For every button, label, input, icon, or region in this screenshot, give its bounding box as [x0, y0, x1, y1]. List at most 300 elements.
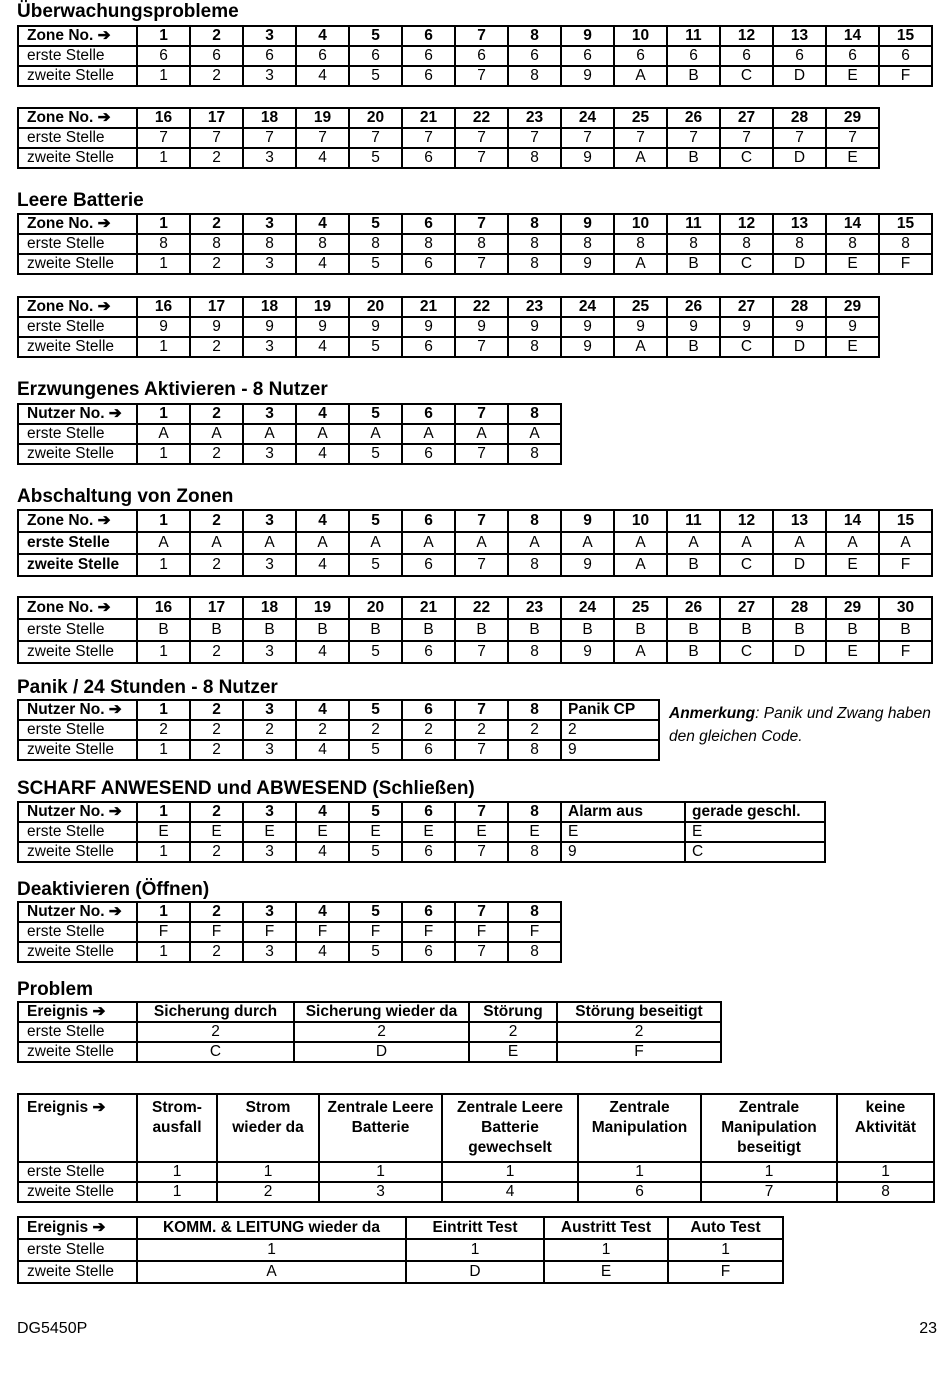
- first-digit-cell: A: [137, 424, 190, 444]
- first-digit-cell: 7: [243, 128, 296, 148]
- first-digit-cell: B: [296, 619, 349, 641]
- first-digit-cell: F: [190, 922, 243, 942]
- first-digit-cell: B: [826, 619, 879, 641]
- column-header: 8: [508, 510, 561, 532]
- second-digit-cell: C: [720, 66, 773, 86]
- second-digit-cell: 5: [349, 337, 402, 357]
- column-header: 3: [243, 902, 296, 922]
- first-digit-cell: A: [826, 532, 879, 554]
- second-digit-cell: F: [879, 554, 932, 576]
- first-digit-cell: 6: [667, 46, 720, 66]
- second-digit-cell: 3: [243, 740, 296, 760]
- first-digit-cell: F: [455, 922, 508, 942]
- panic-note: Anmerkung: Panik und Zwang haben den gleichen Code.: [669, 705, 931, 745]
- column-header: 28: [773, 597, 826, 619]
- column-header: 6: [402, 510, 455, 532]
- row-label-second: zweite Stelle: [18, 1042, 137, 1062]
- row-label-first: erste Stelle: [18, 619, 137, 641]
- column-header: 16: [137, 297, 190, 317]
- first-digit-cell: A: [879, 532, 932, 554]
- column-header: 8: [508, 404, 561, 424]
- second-digit-cell: 7: [455, 842, 508, 862]
- first-digit-cell: 6: [296, 46, 349, 66]
- table-header-label: Zone No. ➔: [18, 597, 137, 619]
- second-digit-cell: E: [826, 641, 879, 663]
- first-digit-cell: 2: [469, 1022, 557, 1042]
- column-header: 17: [190, 597, 243, 619]
- second-digit-cell: 9: [561, 641, 614, 663]
- first-digit-cell: 8: [879, 234, 932, 254]
- column-header: Zentrale Leere Batterie: [319, 1094, 442, 1162]
- second-digit-cell: 5: [349, 444, 402, 464]
- second-digit-cell: 8: [508, 66, 561, 86]
- first-digit-cell: 6: [508, 46, 561, 66]
- second-digit-cell: A: [137, 1261, 406, 1283]
- second-digit-cell: 3: [243, 554, 296, 576]
- table-header-label: Zone No. ➔: [18, 26, 137, 46]
- first-digit-cell: 9: [190, 317, 243, 337]
- supervision-table-2: [17, 107, 880, 169]
- first-digit-cell: 9: [402, 317, 455, 337]
- column-header: 25: [614, 297, 667, 317]
- first-digit-cell: A: [349, 532, 402, 554]
- first-digit-cell: 7: [455, 128, 508, 148]
- column-header: 1: [137, 404, 190, 424]
- second-digit-cell: 7: [701, 1182, 837, 1202]
- first-digit-cell: B: [720, 619, 773, 641]
- first-digit-cell: A: [455, 424, 508, 444]
- second-digit-cell: 1: [137, 842, 190, 862]
- column-header: 18: [243, 297, 296, 317]
- first-digit-cell: F: [508, 922, 561, 942]
- second-digit-cell: 4: [296, 554, 349, 576]
- second-digit-cell: 8: [508, 641, 561, 663]
- row-label-first: erste Stelle: [18, 1162, 137, 1182]
- second-digit-cell: 7: [455, 337, 508, 357]
- second-digit-cell: D: [773, 66, 826, 86]
- column-header: 7: [455, 214, 508, 234]
- column-header: 27: [720, 297, 773, 317]
- problem-table: [17, 1001, 722, 1063]
- first-digit-cell: 8: [561, 234, 614, 254]
- column-header: 15: [879, 214, 932, 234]
- column-header: 16: [137, 108, 190, 128]
- row-label-first: erste Stelle: [18, 1239, 137, 1261]
- column-header: 23: [508, 297, 561, 317]
- first-digit-cell: 8: [826, 234, 879, 254]
- second-digit-cell: 6: [402, 254, 455, 274]
- first-digit-cell: 1: [137, 1162, 217, 1182]
- column-header: 30: [879, 597, 932, 619]
- column-header: 22: [455, 297, 508, 317]
- column-header: 23: [508, 108, 561, 128]
- column-header: 16: [137, 597, 190, 619]
- first-digit-cell: 8: [720, 234, 773, 254]
- column-header: 19: [296, 297, 349, 317]
- second-digit-cell: 8: [508, 337, 561, 357]
- column-header: 5: [349, 700, 402, 720]
- second-digit-cell: C: [720, 641, 773, 663]
- row-label-second: zweite Stelle: [18, 1261, 137, 1283]
- second-digit-cell: 2: [190, 337, 243, 357]
- section-title-bypass: Abschaltung von Zonen: [17, 486, 234, 507]
- second-digit-cell: E: [544, 1261, 668, 1283]
- row-label-second: zweite Stelle: [18, 444, 137, 464]
- column-header: 9: [561, 214, 614, 234]
- first-digit-cell: 1: [701, 1162, 837, 1182]
- column-header: 3: [243, 214, 296, 234]
- column-header: 4: [296, 802, 349, 822]
- column-header: 14: [826, 510, 879, 532]
- column-header: 24: [561, 108, 614, 128]
- second-digit-cell: 4: [296, 148, 349, 168]
- first-digit-cell: 7: [667, 128, 720, 148]
- low-battery-table-1: [17, 213, 933, 275]
- row-label-first: erste Stelle: [18, 128, 137, 148]
- first-digit-cell: A: [190, 424, 243, 444]
- row-label-second: zweite Stelle: [18, 842, 137, 862]
- first-digit-cell: E: [508, 822, 561, 842]
- first-digit-cell: F: [243, 922, 296, 942]
- second-digit-cell: 7: [455, 66, 508, 86]
- first-digit-cell: 8: [296, 234, 349, 254]
- table-header-label: Zone No. ➔: [18, 510, 137, 532]
- column-header: 24: [561, 597, 614, 619]
- first-digit-cell: 9: [349, 317, 402, 337]
- second-digit-cell: 8: [508, 254, 561, 274]
- first-digit-cell: A: [455, 532, 508, 554]
- second-digit-cell: C: [720, 554, 773, 576]
- first-digit-cell: E: [137, 822, 190, 842]
- first-digit-cell: A: [137, 532, 190, 554]
- table-header-label: Nutzer No. ➔: [18, 802, 137, 822]
- bypass-table-1: [17, 509, 933, 577]
- extra-second-cell: C: [685, 842, 825, 862]
- column-header: 2: [190, 700, 243, 720]
- section-title-forced-arming: Erzwungenes Aktivieren - 8 Nutzer: [17, 379, 328, 400]
- second-digit-cell: 7: [455, 554, 508, 576]
- column-header: Störung: [469, 1002, 557, 1022]
- second-digit-cell: D: [773, 337, 826, 357]
- row-label-first: erste Stelle: [18, 424, 137, 444]
- first-digit-cell: 8: [137, 234, 190, 254]
- supervision-table-1: [17, 25, 933, 87]
- second-digit-cell: 1: [137, 942, 190, 962]
- second-digit-cell: 7: [455, 444, 508, 464]
- first-digit-cell: 6: [720, 46, 773, 66]
- second-digit-cell: 7: [455, 942, 508, 962]
- column-header: 4: [296, 214, 349, 234]
- first-digit-cell: A: [508, 532, 561, 554]
- second-digit-cell: 5: [349, 66, 402, 86]
- second-digit-cell: 3: [243, 337, 296, 357]
- column-header: 2: [190, 214, 243, 234]
- first-digit-cell: 6: [614, 46, 667, 66]
- second-digit-cell: B: [667, 66, 720, 86]
- first-digit-cell: A: [561, 532, 614, 554]
- column-header: 4: [296, 404, 349, 424]
- row-label-second: zweite Stelle: [18, 554, 137, 576]
- second-digit-cell: 6: [402, 337, 455, 357]
- second-digit-cell: 3: [319, 1182, 442, 1202]
- first-digit-cell: 9: [137, 317, 190, 337]
- extra-first-cell: E: [561, 822, 685, 842]
- second-digit-cell: 8: [508, 554, 561, 576]
- first-digit-cell: B: [190, 619, 243, 641]
- first-digit-cell: 7: [137, 128, 190, 148]
- column-header: 11: [667, 26, 720, 46]
- first-digit-cell: A: [614, 532, 667, 554]
- row-label-first: erste Stelle: [18, 46, 137, 66]
- second-digit-cell: F: [557, 1042, 721, 1062]
- column-header: 1: [137, 802, 190, 822]
- second-digit-cell: 4: [296, 337, 349, 357]
- second-digit-cell: A: [614, 254, 667, 274]
- column-header: 7: [455, 26, 508, 46]
- column-header-extra: gerade geschl.: [685, 802, 825, 822]
- second-digit-cell: B: [667, 254, 720, 274]
- first-digit-cell: 2: [557, 1022, 721, 1042]
- column-header: 19: [296, 597, 349, 619]
- second-digit-cell: 6: [402, 66, 455, 86]
- first-digit-cell: 8: [402, 234, 455, 254]
- first-digit-cell: 2: [349, 720, 402, 740]
- column-header: 29: [826, 108, 879, 128]
- column-header: 2: [190, 510, 243, 532]
- column-header: 5: [349, 214, 402, 234]
- first-digit-cell: F: [296, 922, 349, 942]
- column-header: 7: [455, 802, 508, 822]
- panic-cp-second: 9: [561, 740, 659, 760]
- bypass-table-2: [17, 596, 933, 664]
- column-header: 24: [561, 297, 614, 317]
- second-digit-cell: F: [879, 66, 932, 86]
- column-header: 8: [508, 26, 561, 46]
- document-code: DG5450P: [17, 1320, 88, 1337]
- row-label-first: erste Stelle: [18, 234, 137, 254]
- row-label-second: zweite Stelle: [18, 740, 137, 760]
- column-header: 22: [455, 597, 508, 619]
- column-header: 8: [508, 802, 561, 822]
- column-header: 13: [773, 26, 826, 46]
- first-digit-cell: 2: [402, 720, 455, 740]
- second-digit-cell: 3: [243, 842, 296, 862]
- row-label-first: erste Stelle: [18, 822, 137, 842]
- first-digit-cell: B: [243, 619, 296, 641]
- first-digit-cell: 2: [508, 720, 561, 740]
- column-header: 20: [349, 297, 402, 317]
- first-digit-cell: A: [296, 424, 349, 444]
- first-digit-cell: 1: [837, 1162, 934, 1182]
- column-header: 5: [349, 510, 402, 532]
- first-digit-cell: B: [508, 619, 561, 641]
- first-digit-cell: 1: [544, 1239, 668, 1261]
- first-digit-cell: A: [720, 532, 773, 554]
- column-header: 1: [137, 214, 190, 234]
- second-digit-cell: F: [879, 641, 932, 663]
- first-digit-cell: 1: [668, 1239, 783, 1261]
- column-header: 20: [349, 108, 402, 128]
- second-digit-cell: F: [668, 1261, 783, 1283]
- column-header: 5: [349, 404, 402, 424]
- first-digit-cell: B: [137, 619, 190, 641]
- column-header: 11: [667, 510, 720, 532]
- first-digit-cell: A: [773, 532, 826, 554]
- table-header-label: Ereignis ➔: [18, 1217, 137, 1239]
- second-digit-cell: 5: [349, 942, 402, 962]
- first-digit-cell: 9: [296, 317, 349, 337]
- first-digit-cell: 8: [614, 234, 667, 254]
- row-label-second: zweite Stelle: [18, 641, 137, 663]
- second-digit-cell: 8: [508, 444, 561, 464]
- column-header: 25: [614, 108, 667, 128]
- second-digit-cell: 9: [561, 148, 614, 168]
- column-header: 7: [455, 404, 508, 424]
- first-digit-cell: 8: [773, 234, 826, 254]
- first-digit-cell: E: [455, 822, 508, 842]
- table-header-label: Zone No. ➔: [18, 214, 137, 234]
- second-digit-cell: E: [469, 1042, 557, 1062]
- second-digit-cell: 7: [455, 254, 508, 274]
- first-digit-cell: A: [243, 532, 296, 554]
- column-header: 3: [243, 802, 296, 822]
- first-digit-cell: B: [667, 619, 720, 641]
- column-header: 1: [137, 700, 190, 720]
- second-digit-cell: 3: [243, 148, 296, 168]
- column-header: 3: [243, 510, 296, 532]
- column-header: 12: [720, 214, 773, 234]
- second-digit-cell: 1: [137, 554, 190, 576]
- column-header: 15: [879, 510, 932, 532]
- column-header: 12: [720, 510, 773, 532]
- second-digit-cell: 8: [508, 148, 561, 168]
- first-digit-cell: 1: [442, 1162, 578, 1182]
- row-label-first: erste Stelle: [18, 317, 137, 337]
- column-header: 4: [296, 510, 349, 532]
- second-digit-cell: 6: [402, 842, 455, 862]
- column-header: 9: [561, 26, 614, 46]
- column-header: 10: [614, 26, 667, 46]
- first-digit-cell: B: [455, 619, 508, 641]
- second-digit-cell: 7: [455, 641, 508, 663]
- section-title-low-battery: Leere Batterie: [17, 190, 144, 211]
- second-digit-cell: 2: [190, 254, 243, 274]
- second-digit-cell: 6: [402, 740, 455, 760]
- table-header-label: Zone No. ➔: [18, 297, 137, 317]
- first-digit-cell: A: [190, 532, 243, 554]
- first-digit-cell: 7: [402, 128, 455, 148]
- column-header: 1: [137, 26, 190, 46]
- column-header: Zentrale Manipulation beseitigt: [701, 1094, 837, 1162]
- panic-table: [17, 699, 660, 761]
- first-digit-cell: 2: [190, 720, 243, 740]
- first-digit-cell: F: [349, 922, 402, 942]
- row-label-second: zweite Stelle: [18, 148, 137, 168]
- first-digit-cell: E: [402, 822, 455, 842]
- column-header-panic-cp: Panik CP: [561, 700, 659, 720]
- column-header: 4: [296, 700, 349, 720]
- second-digit-cell: 4: [296, 66, 349, 86]
- first-digit-cell: E: [243, 822, 296, 842]
- column-header: 28: [773, 108, 826, 128]
- first-digit-cell: 1: [137, 1239, 406, 1261]
- first-digit-cell: 7: [508, 128, 561, 148]
- low-battery-table-2: [17, 296, 880, 358]
- first-digit-cell: B: [561, 619, 614, 641]
- second-digit-cell: 4: [296, 740, 349, 760]
- page-number: 23: [919, 1320, 937, 1337]
- second-digit-cell: C: [137, 1042, 294, 1062]
- column-header: 29: [826, 297, 879, 317]
- second-digit-cell: 2: [190, 842, 243, 862]
- second-digit-cell: 7: [455, 740, 508, 760]
- second-digit-cell: E: [826, 66, 879, 86]
- extra-second-cell: 9: [561, 842, 685, 862]
- first-digit-cell: 1: [406, 1239, 544, 1261]
- second-digit-cell: 3: [243, 254, 296, 274]
- first-digit-cell: B: [773, 619, 826, 641]
- first-digit-cell: F: [402, 922, 455, 942]
- column-header: 27: [720, 597, 773, 619]
- column-header: 2: [190, 26, 243, 46]
- first-digit-cell: 7: [349, 128, 402, 148]
- table-header-label: Zone No. ➔: [18, 108, 137, 128]
- first-digit-cell: 6: [190, 46, 243, 66]
- second-digit-cell: 8: [508, 740, 561, 760]
- first-digit-cell: 7: [773, 128, 826, 148]
- first-digit-cell: 8: [455, 234, 508, 254]
- second-digit-cell: 4: [296, 842, 349, 862]
- column-header: 23: [508, 597, 561, 619]
- first-digit-cell: 8: [667, 234, 720, 254]
- second-digit-cell: D: [406, 1261, 544, 1283]
- second-digit-cell: 8: [508, 942, 561, 962]
- first-digit-cell: 2: [137, 720, 190, 740]
- row-label-first: erste Stelle: [18, 720, 137, 740]
- column-header: 8: [508, 700, 561, 720]
- row-label-second: zweite Stelle: [18, 942, 137, 962]
- second-digit-cell: B: [667, 641, 720, 663]
- second-digit-cell: 8: [508, 842, 561, 862]
- column-header: KOMM. & LEITUNG wieder da: [137, 1217, 406, 1239]
- second-digit-cell: 2: [190, 740, 243, 760]
- row-label-first: erste Stelle: [18, 922, 137, 942]
- column-header: Strom wieder da: [217, 1094, 319, 1162]
- first-digit-cell: 9: [561, 317, 614, 337]
- second-digit-cell: 6: [402, 554, 455, 576]
- second-digit-cell: C: [720, 148, 773, 168]
- second-digit-cell: 9: [561, 337, 614, 357]
- row-label-second: zweite Stelle: [18, 1182, 137, 1202]
- first-digit-cell: 7: [561, 128, 614, 148]
- first-digit-cell: A: [402, 532, 455, 554]
- first-digit-cell: 7: [296, 128, 349, 148]
- second-digit-cell: D: [773, 554, 826, 576]
- column-header: 6: [402, 404, 455, 424]
- second-digit-cell: 4: [296, 942, 349, 962]
- first-digit-cell: 8: [243, 234, 296, 254]
- second-digit-cell: 9: [561, 254, 614, 274]
- second-digit-cell: 5: [349, 641, 402, 663]
- second-digit-cell: 8: [837, 1182, 934, 1202]
- column-header: 18: [243, 597, 296, 619]
- column-header: keine Aktivität: [837, 1094, 934, 1162]
- first-digit-cell: A: [296, 532, 349, 554]
- first-digit-cell: 2: [455, 720, 508, 740]
- second-digit-cell: D: [773, 148, 826, 168]
- column-header: 6: [402, 214, 455, 234]
- first-digit-cell: 2: [137, 1022, 294, 1042]
